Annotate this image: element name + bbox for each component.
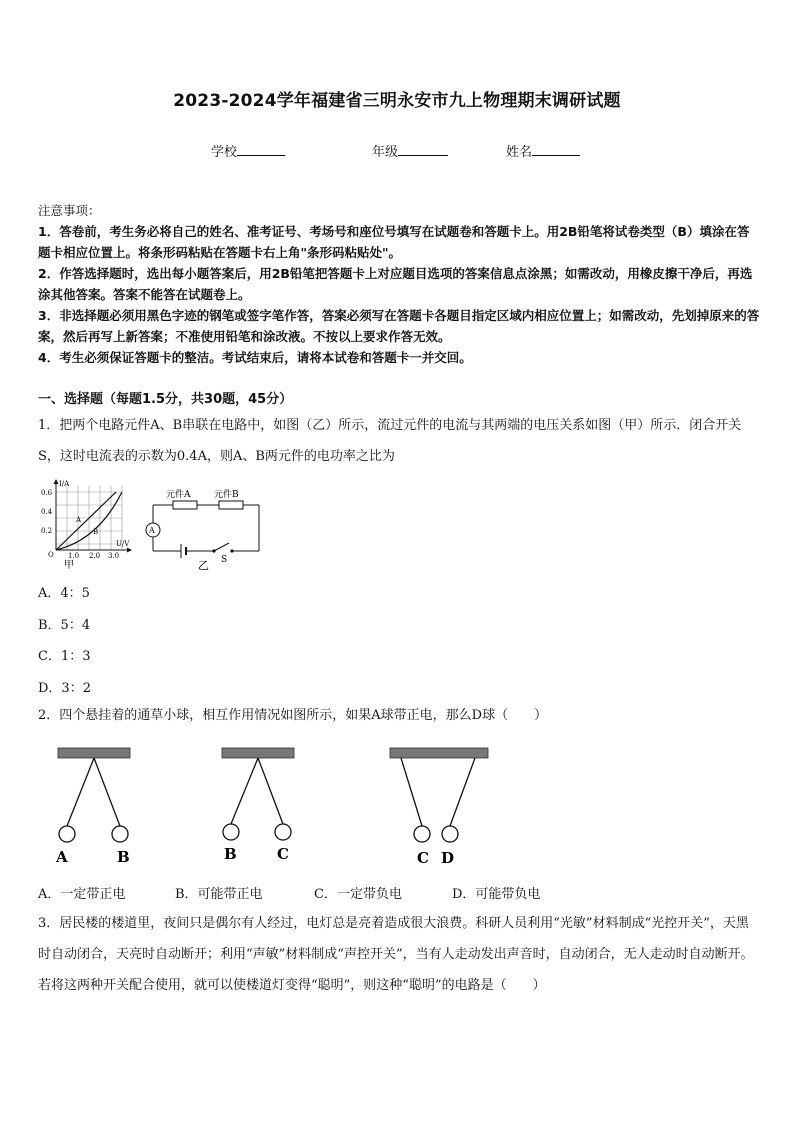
question-2-text <box>38 700 760 731</box>
origin-label: O <box>48 551 54 559</box>
notes-block <box>38 200 760 368</box>
x-tick-label: 2.0 <box>89 552 101 560</box>
question-2-stem: 2．四个悬挂着的通草小球，相互作用情况如图所示，如果A球带正电，那么D球（ ） <box>38 708 548 723</box>
circuit-figure <box>140 482 265 572</box>
switch-symbol <box>214 543 229 551</box>
y-tick-label: 0.4 <box>41 508 53 516</box>
q1-option: C．1：3 <box>38 649 91 664</box>
grade-label: 年级 <box>372 145 399 160</box>
graph-caption: 甲 <box>64 560 74 570</box>
page-title: 2023-2024学年福建省三明永安市九上物理期末调研试题 <box>173 91 621 111</box>
curve-a-line <box>56 492 116 550</box>
pair-cd <box>390 748 488 867</box>
ball-label: B <box>117 848 130 866</box>
notes-heading: 注意事项： <box>38 203 101 218</box>
q1-option: A．4：5 <box>38 586 90 601</box>
q2-option: C．一定带负电 <box>314 887 402 902</box>
q2-option: B．可能带正电 <box>175 887 263 902</box>
element-a-label: 元件A <box>166 490 191 500</box>
note-item: 2．作答选择题时，选出每小题答案后，用2B铅笔把答题卡上对应题目选项的答案信息点涂黑；如需改动，用橡皮擦干净后，再选涂其他答案。答案不能答在试题卷上。 <box>38 266 753 302</box>
name-blank <box>532 143 580 156</box>
ball-label: A <box>56 848 68 866</box>
q1-option: B．5：4 <box>38 618 91 633</box>
x-tick-label: 3.0 <box>108 552 120 560</box>
iu-graph-figure <box>36 478 136 570</box>
question-3-text <box>38 908 760 1001</box>
question-1-text <box>38 410 760 472</box>
curve-b-label: B <box>93 528 99 536</box>
ammeter-label: A <box>149 526 155 535</box>
grade-field <box>372 141 448 160</box>
note-item: 4．考生必须保证答题卡的整洁。考试结束后，请将本试卷和答题卡一并交回。 <box>38 350 472 365</box>
pith-balls-figure <box>40 742 510 870</box>
question-3-stem: 3．居民楼的楼道里，夜间只是偶尔有人经过，电灯总是亮着造成很大浪费。科研人员利用“光敏”材料制成“光控开关”，天黑时自动闭合，天亮时自动断开；利用“声敏”材料制成“声控开关”，当有人走动发出声音时，自动闭合，无人走动时自动断开。若将这两种开关配合使用，就可以使楼道灯变得“聪明”，则这种“聪明”的电路是（ ） <box>38 916 754 993</box>
ball-label: B <box>224 845 237 863</box>
ball-label: C <box>417 849 429 867</box>
school-field <box>211 141 285 160</box>
pair-bc <box>222 748 294 863</box>
q2-option: D．可能带负电 <box>452 887 541 902</box>
switch-label: S <box>221 555 228 565</box>
school-blank <box>237 143 285 156</box>
x-tick-label: 1.0 <box>68 552 80 560</box>
question-1-stem: 1．把两个电路元件A、B串联在电路中，如图（乙）所示，流过元件的电流与其两端的电压关系如图（甲）所示．闭合开关S，这时电流表的示数为0.4A，则A、B两元件的电功率之比为 <box>38 418 742 464</box>
school-label: 学校 <box>211 145 238 160</box>
section-heading: 一、选择题（每题1.5分，共30题，45分） <box>38 392 293 407</box>
y-tick-label: 0.2 <box>41 527 53 535</box>
q2-option: A．一定带正电 <box>38 887 126 902</box>
pair-ab <box>55 748 130 866</box>
grade-blank <box>398 143 448 156</box>
x-axis-label: U/V <box>116 540 130 548</box>
circuit-caption: 乙 <box>198 559 209 572</box>
curve-a-label: A <box>76 516 82 524</box>
y-axis-label: I/A <box>59 480 70 488</box>
ball-label: D <box>441 849 455 867</box>
name-field <box>506 141 580 160</box>
note-item: 3．非选择题必须用黑色字迹的钢笔或签字笔作答，答案必须写在答题卡各题目指定区域内相应位置上；如需改动，先划掉原来的答案，然后再写上新答案；不准使用铅笔和涂改液。不按以上要求作答无效。 <box>38 308 760 344</box>
ball-label: C <box>277 845 289 863</box>
y-tick-label: 0.6 <box>41 489 53 497</box>
element-b-label: 元件B <box>214 490 239 500</box>
note-item: 1．答卷前，考生务必将自己的姓名、准考证号、考场号和座位号填写在试题卷和答题卡上。用2B铅笔将试卷类型（B）填涂在答题卡相应位置上。将条形码粘贴在答题卡右上角"条形码粘贴处"。 <box>38 224 750 260</box>
name-label: 姓名 <box>506 145 533 160</box>
q1-option: D．3：2 <box>38 681 91 696</box>
